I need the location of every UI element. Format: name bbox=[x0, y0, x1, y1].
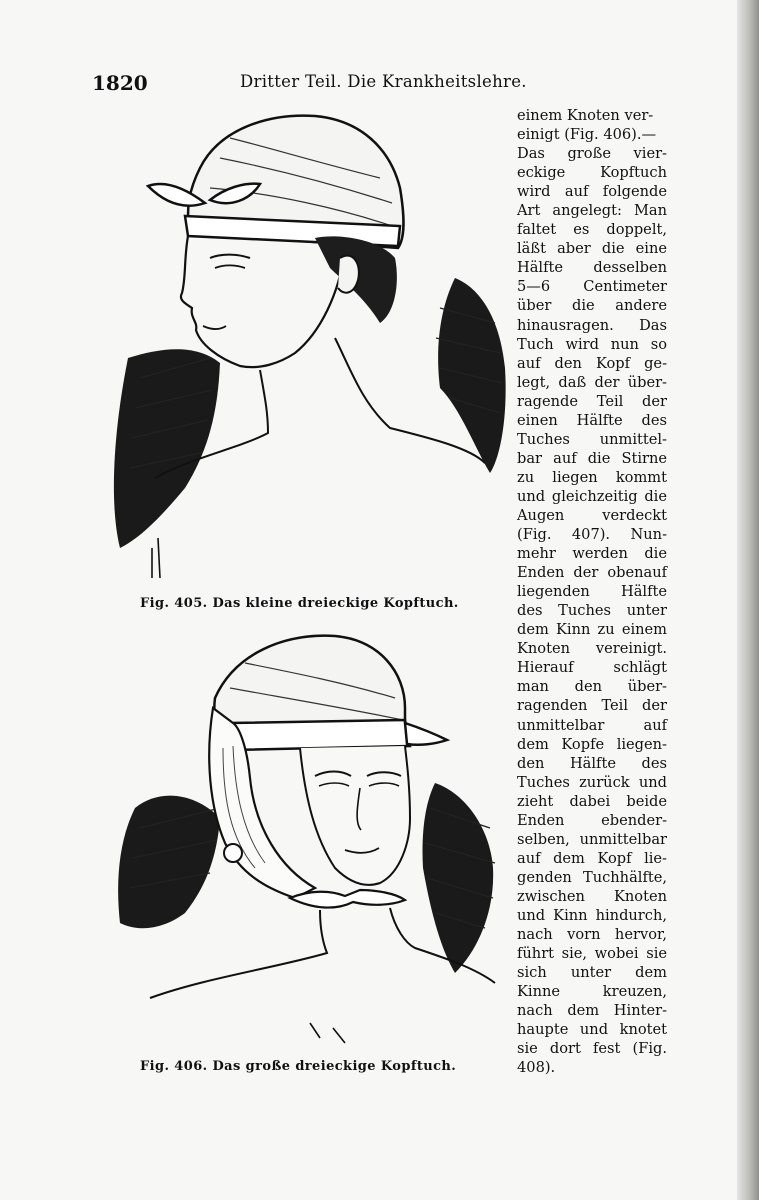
text-line: dem Kopfe liegen- bbox=[517, 735, 667, 753]
text-line: einigt (Fig. 406).— bbox=[517, 126, 657, 144]
text-line: dem Kinn zu einem bbox=[517, 621, 667, 639]
text-line: faltet es doppelt, bbox=[517, 221, 667, 239]
text-line: man den über- bbox=[517, 678, 667, 696]
text-line: ragenden Teil der bbox=[517, 697, 667, 715]
text-line: zwischen Knoten bbox=[517, 887, 667, 905]
text-line: über die andere bbox=[517, 297, 667, 315]
text-line: auf dem Kopf lie- bbox=[517, 849, 667, 867]
text-line: mehr werden die bbox=[517, 545, 667, 563]
text-line: zieht dabei beide bbox=[517, 792, 667, 810]
text-line: Hälfte desselben bbox=[517, 259, 667, 277]
text-line: genden Tuchhälfte, bbox=[517, 868, 667, 886]
text-line: 408). bbox=[517, 1059, 556, 1077]
text-line: liegenden Hälfte bbox=[517, 583, 667, 601]
text-line: einen Hälfte des bbox=[517, 411, 667, 429]
text-line: Hierauf schlägt bbox=[517, 659, 667, 677]
body-text-column bbox=[517, 106, 667, 1077]
text-line: nach vorn hervor, bbox=[517, 926, 667, 944]
text-line: (Fig. 407). Nun- bbox=[517, 526, 667, 544]
text-line: Augen verdeckt bbox=[517, 506, 667, 524]
text-line: des Tuches unter bbox=[517, 602, 667, 620]
text-line: nach dem Hinter- bbox=[517, 1002, 667, 1020]
text-line: auf den Kopf ge- bbox=[517, 354, 667, 372]
text-line: führt sie, wobei sie bbox=[517, 945, 667, 963]
text-line: Das große vier- bbox=[517, 145, 667, 163]
text-line: eckige Kopftuch bbox=[517, 164, 667, 182]
text-line: ragende Teil der bbox=[517, 392, 667, 410]
text-line: läßt aber die eine bbox=[517, 240, 667, 258]
page-edge-shadow bbox=[737, 0, 759, 1200]
running-head: Dritter Teil. Die Krankheitslehre. bbox=[240, 72, 527, 91]
figure-405-caption: Fig. 405. Das kleine dreieckige Kopftuch. bbox=[140, 596, 459, 611]
text-line: Tuches unmittel- bbox=[517, 430, 667, 448]
text-line: zu liegen kommt bbox=[517, 468, 667, 486]
text-line: haupte und knotet bbox=[517, 1021, 667, 1039]
text-line: Enden ebender- bbox=[517, 811, 667, 829]
text-line: Enden der obenauf bbox=[517, 564, 667, 582]
text-line: den Hälfte des bbox=[517, 754, 667, 772]
text-line: sie dort fest (Fig. bbox=[517, 1040, 667, 1058]
figure-406-caption: Fig. 406. Das große dreieckige Kopftuch. bbox=[140, 1059, 457, 1074]
text-line: und Kinn hindurch, bbox=[517, 906, 667, 924]
text-line: hinausragen. Das bbox=[517, 316, 667, 334]
figure-405-illustration bbox=[100, 108, 520, 590]
text-line: sich unter dem bbox=[517, 964, 667, 982]
text-line: Art angelegt: Man bbox=[517, 202, 667, 220]
text-line: bar auf die Stirne bbox=[517, 449, 667, 467]
text-line: wird auf folgende bbox=[517, 183, 667, 201]
text-line: selben, unmittelbar bbox=[517, 830, 667, 848]
text-line: Tuches zurück und bbox=[517, 773, 667, 791]
text-line: legt, daß der über- bbox=[517, 373, 667, 391]
page-number: 1820 bbox=[92, 71, 148, 95]
text-line: und gleichzeitig die bbox=[517, 487, 667, 505]
text-line: Tuch wird nun so bbox=[517, 335, 667, 353]
figure-406-illustration bbox=[105, 628, 510, 1053]
text-line: einem Knoten ver- bbox=[517, 107, 654, 124]
text-line: 5—6 Centimeter bbox=[517, 278, 667, 296]
text-line: Kinne kreuzen, bbox=[517, 983, 667, 1001]
text-line: unmittelbar auf bbox=[517, 716, 667, 734]
text-line: Knoten vereinigt. bbox=[517, 640, 667, 658]
